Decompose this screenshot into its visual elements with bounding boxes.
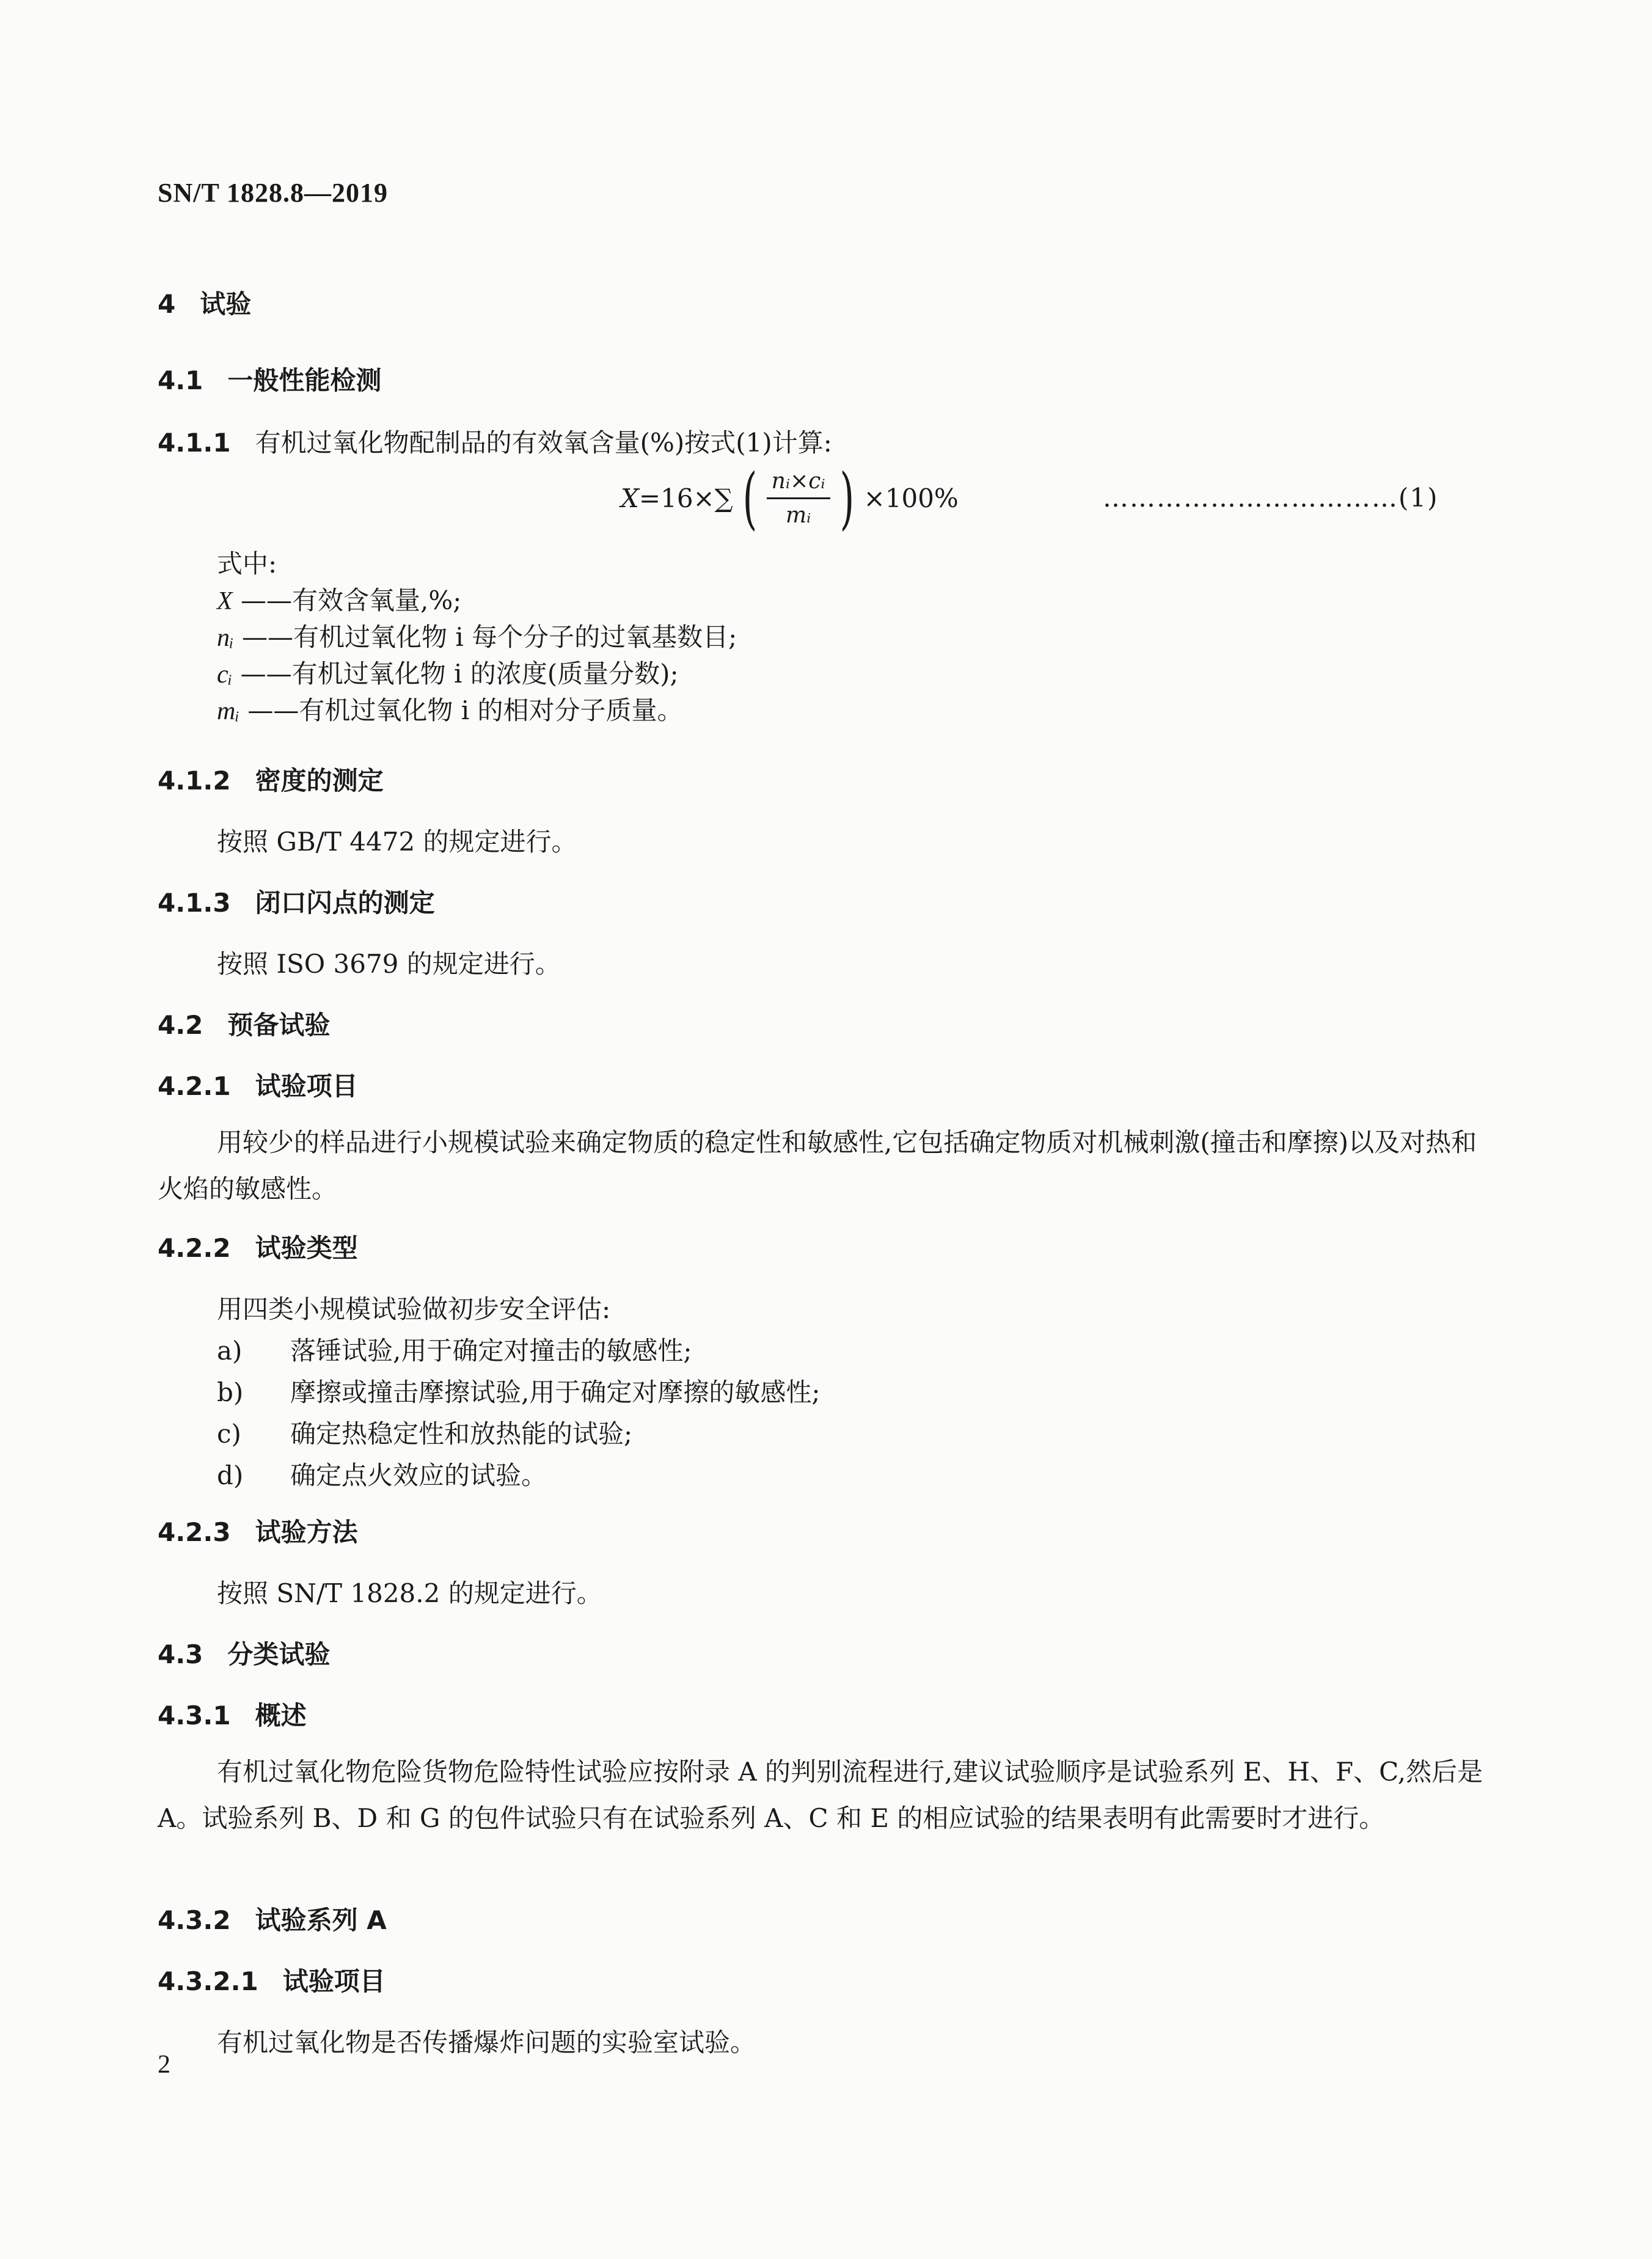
heading-title: 一般性能检测 [227, 365, 382, 395]
heading-title: 试验方法 [255, 1517, 358, 1547]
heading-number: 4.1 [158, 365, 203, 395]
paragraph-4-1-3: 按照 ISO 3679 的规定进行。 [217, 949, 561, 979]
page-number: 2 [158, 2051, 170, 2079]
heading-number: 4.1.2 [158, 766, 231, 796]
heading-4-3 [158, 1635, 330, 1671]
heading-4-3-2-1 [158, 1961, 386, 1998]
list-item [217, 1372, 821, 1409]
symbol-desc: ——有机过氧化物 i 的浓度(质量分数); [240, 659, 679, 689]
heading-text: 有机过氧化物配制品的有效氧含量(%)按式(1)计算: [255, 428, 832, 458]
symbol: cᵢ [217, 661, 233, 689]
list-text: 摩擦或撞击摩擦试验,用于确定对摩擦的敏感性; [290, 1377, 821, 1407]
list-label: d) [217, 1460, 244, 1490]
paragraph-4-2-1: 用较少的样品进行小规模试验来确定物质的稳定性和敏感性,它包括确定物质对机械刺激(撞击和摩擦)以及对热和火焰的敏感性。 [158, 1127, 1477, 1204]
heading-number: 4.3.1 [158, 1701, 231, 1730]
symbol: nᵢ [217, 624, 234, 652]
paragraph-4-3-2-1: 有机过氧化物是否传播爆炸问题的实验室试验。 [217, 2027, 756, 2057]
heading-title: 试验类型 [255, 1233, 358, 1263]
heading-4-1 [158, 361, 381, 397]
formula-lhs: X [621, 483, 639, 513]
formula-tail: ×100% [863, 483, 959, 513]
symbol-desc: ——有效含氧量,%; [241, 585, 462, 615]
heading-title: 预备试验 [227, 1010, 331, 1040]
where-intro: 式中: [217, 549, 277, 579]
heading-number: 4.1.3 [158, 888, 231, 918]
left-paren: ( [742, 459, 757, 537]
equation-number: ……………………………(1) [1103, 483, 1439, 513]
heading-title: 试验系列 A [255, 1905, 387, 1935]
heading-4 [158, 284, 251, 321]
list-item [217, 1455, 547, 1492]
heading-number: 4.2.2 [158, 1233, 231, 1263]
heading-4-2 [158, 1005, 330, 1042]
symbol: mᵢ [217, 697, 239, 725]
where-item [217, 654, 679, 690]
list-label: a) [217, 1336, 243, 1366]
heading-4-2-1 [158, 1066, 358, 1103]
list-text: 落锤试验,用于确定对撞击的敏感性; [290, 1336, 692, 1366]
list-label: c) [217, 1419, 241, 1449]
symbol: X [217, 587, 233, 615]
heading-number: 4.2.3 [158, 1517, 231, 1547]
heading-4-1-2 [158, 761, 384, 797]
list-item [217, 1331, 692, 1367]
formula-1 [621, 459, 959, 537]
heading-number: 4.2 [158, 1010, 203, 1040]
heading-4-3-2 [158, 1900, 387, 1937]
paragraph-4-2-2: 用四类小规模试验做初步安全评估: [217, 1294, 611, 1324]
heading-number: 4.2.1 [158, 1071, 231, 1101]
heading-title: 密度的测定 [255, 766, 384, 796]
paragraph-4-3-1: 有机过氧化物危险货物危险特性试验应按附录 A 的判别流程进行,建议试验顺序是试验系列 E、H、F、C,然后是 A。试验系列 B、D 和 G 的包件试验只有在试验系列 A、C 和 E 的相应试验的结果表明有此需要时才进行。 [158, 1757, 1483, 1833]
list-label: b) [217, 1377, 244, 1407]
heading-4-2-3 [158, 1512, 358, 1549]
heading-number: 4 [158, 289, 176, 319]
right-paren: ) [839, 459, 854, 537]
heading-title: 概述 [255, 1701, 307, 1730]
heading-number: 4.3 [158, 1639, 203, 1669]
paragraph-4-2-3: 按照 SN/T 1828.2 的规定进行。 [217, 1578, 602, 1608]
where-item [217, 617, 737, 654]
heading-number: 4.1.1 [158, 428, 231, 458]
formula-operator: =16×∑ [638, 483, 733, 513]
list-item [217, 1414, 632, 1451]
heading-4-1-3 [158, 883, 435, 920]
formula-fraction [767, 469, 830, 528]
heading-title: 试验 [200, 289, 252, 319]
symbol-desc: ——有机过氧化物 i 每个分子的过氧基数目; [242, 622, 737, 652]
symbol-desc: ——有机过氧化物 i 的相对分子质量。 [247, 695, 683, 725]
fraction-denominator: mᵢ [785, 502, 811, 528]
heading-4-3-1 [158, 1696, 307, 1732]
standard-code-header: SN/T 1828.8—2019 [158, 178, 389, 208]
list-text: 确定点火效应的试验。 [290, 1460, 547, 1490]
heading-4-2-2 [158, 1228, 358, 1265]
heading-4-1-1 [158, 423, 832, 459]
heading-number: 4.3.2 [158, 1905, 231, 1935]
heading-title: 闭口闪点的测定 [255, 888, 435, 918]
heading-title: 试验项目 [282, 1966, 386, 1996]
list-text: 确定热稳定性和放热能的试验; [290, 1419, 633, 1449]
where-item [217, 580, 461, 617]
heading-title: 分类试验 [227, 1639, 331, 1669]
where-item [217, 690, 682, 727]
heading-title: 试验项目 [255, 1071, 358, 1101]
fraction-numerator: nᵢ×cᵢ [767, 469, 830, 499]
paragraph-4-1-2: 按照 GB/T 4472 的规定进行。 [217, 827, 577, 857]
heading-number: 4.3.2.1 [158, 1966, 258, 1996]
